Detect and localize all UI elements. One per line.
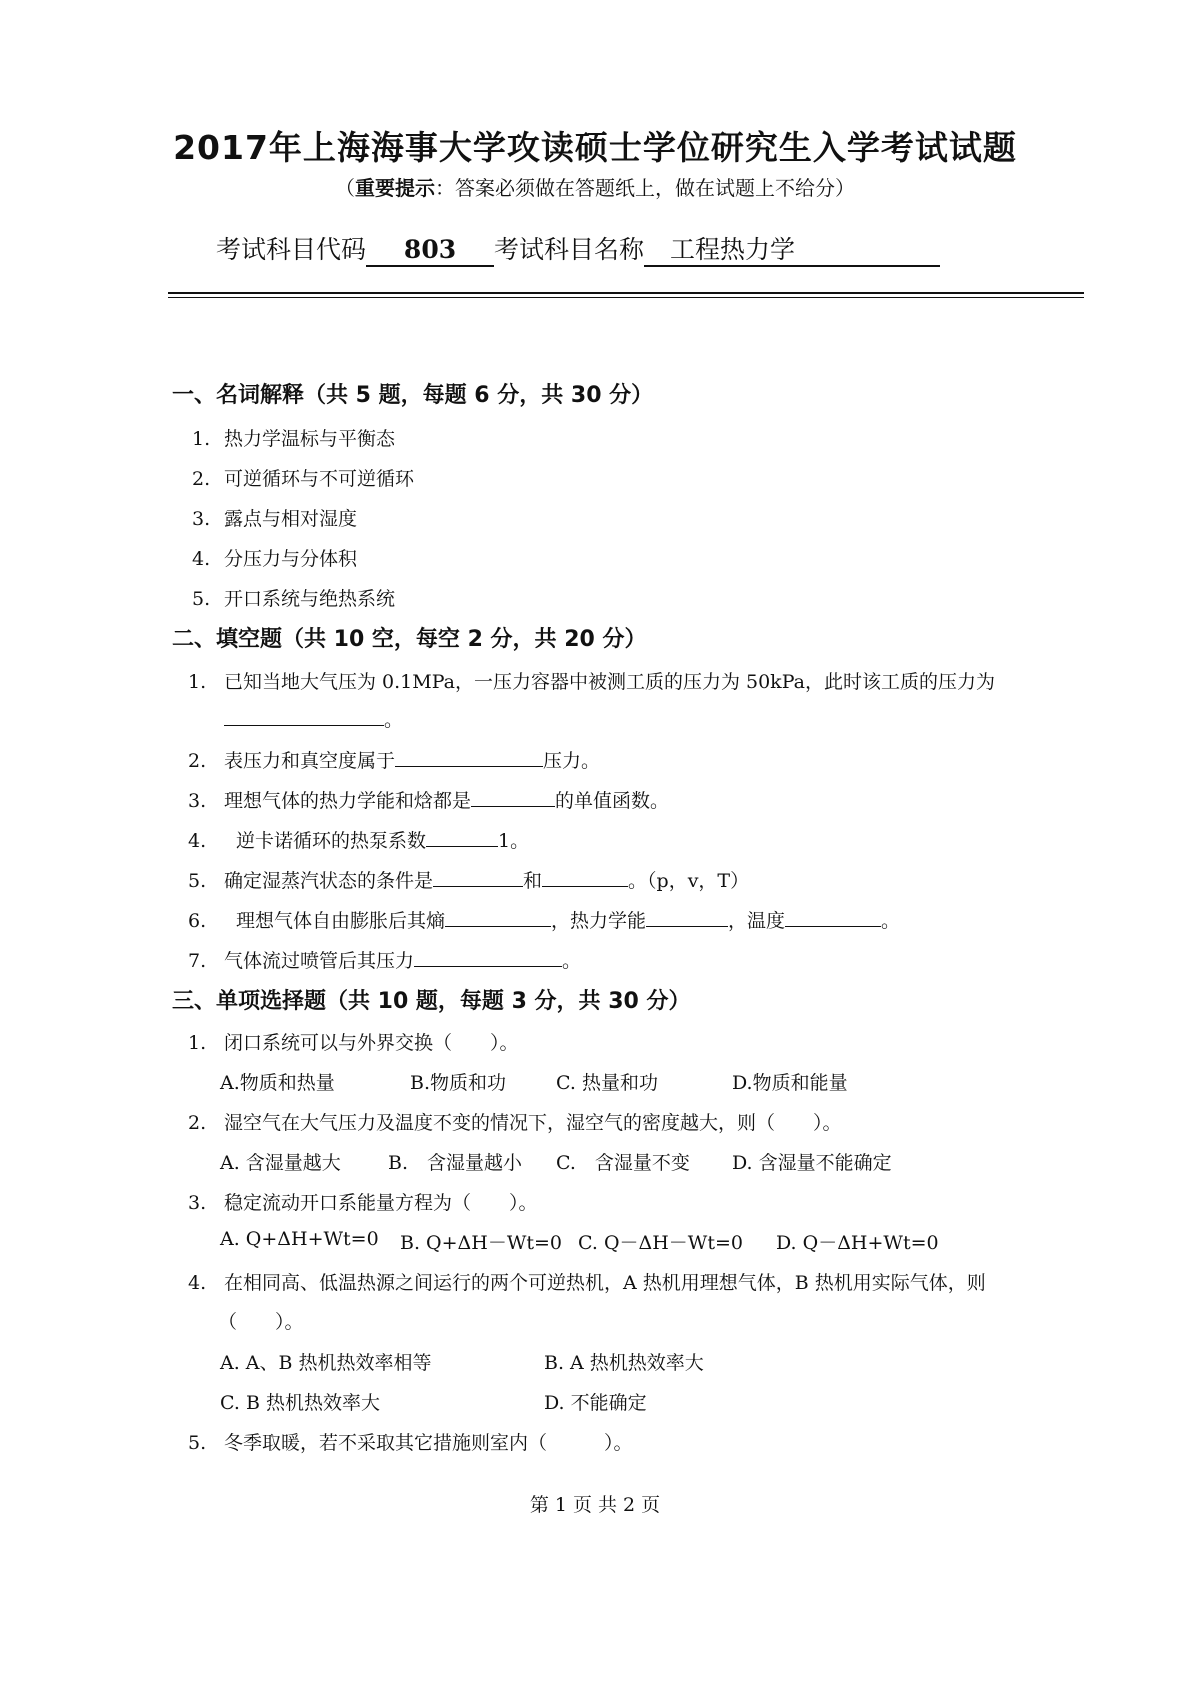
choice-option: A. A、B 热机热效率相等 [220, 1352, 432, 1374]
answer-blank [433, 868, 523, 887]
choice-option: B. A 热机热效率大 [544, 1352, 704, 1374]
section-1-heading: 一、名词解释（共 5 题，每题 6 分，共 30 分） [172, 383, 654, 408]
choice-question-4-cont: （ ）。 [218, 1311, 304, 1333]
header-rule-thick [168, 292, 1084, 294]
list-item: 1. 热力学温标与平衡态 [192, 428, 396, 450]
answer-blank [646, 908, 728, 927]
notice-label: 重要提示 [355, 176, 435, 200]
section-3-heading: 三、单项选择题（共 10 题，每题 3 分，共 30 分） [172, 989, 691, 1014]
fill-question-5: 5. 确定湿蒸汽状态的条件是 和 。（p，v，T） [188, 870, 750, 892]
choice-question-1: 1. 闭口系统可以与外界交换（ ）。 [188, 1032, 519, 1054]
important-notice [0, 172, 1190, 201]
answer-blank [445, 908, 551, 927]
fill-question-2: 2. 表压力和真空度属于 压力。 [188, 750, 601, 772]
answer-blank [426, 828, 498, 847]
list-item: 4. 分压力与分体积 [192, 548, 358, 570]
subject-name-label: 考试科目名称 [494, 235, 645, 264]
choice-option: B.物质和功 [410, 1072, 507, 1094]
choice-option: D. Q－ΔH+Wt=0 [776, 1232, 939, 1254]
choice-question-2: 2. 湿空气在大气压力及温度不变的情况下，湿空气的密度越大，则（ ）。 [188, 1112, 842, 1134]
notice-open: （ [335, 176, 355, 200]
choice-option: C. B 热机热效率大 [220, 1392, 380, 1414]
choice-question-4: 4. 在相同高、低温热源之间运行的两个可逆热机，A 热机用理想气体，B 热机用实际气体，则 [188, 1272, 986, 1294]
choice-option: A.物质和热量 [220, 1072, 335, 1094]
fill-question-4: 4. 逆卡诺循环的热泵系数 1。 [188, 830, 530, 852]
exam-title: 2017年上海海事大学攻读硕士学位研究生入学考试试题 [173, 128, 1017, 167]
choice-option: D. 不能确定 [544, 1392, 647, 1414]
answer-blank [224, 707, 384, 726]
answer-blank [414, 948, 562, 967]
subject-code-value: 803 [366, 236, 494, 267]
page-footer: 第 1 页 共 2 页 [529, 1494, 661, 1516]
header-rule-thin [168, 297, 1084, 298]
choice-question-5: 5. 冬季取暖，若不采取其它措施则室内（ ）。 [188, 1432, 633, 1454]
list-item: 3. 露点与相对湿度 [192, 508, 358, 530]
answer-blank [471, 788, 555, 807]
choice-option: C. 含湿量不变 [556, 1152, 690, 1174]
answer-blank [542, 868, 628, 887]
choice-option: C. Q－ΔH－Wt=0 [578, 1232, 743, 1254]
list-item: 2. 可逆循环与不可逆循环 [192, 468, 415, 490]
answer-blank [785, 908, 881, 927]
choice-option: B. Q+ΔH－Wt=0 [400, 1232, 563, 1254]
subject-code-label: 考试科目代码 [216, 235, 367, 264]
list-item: 5. 开口系统与绝热系统 [192, 588, 396, 610]
choice-question-3: 3. 稳定流动开口系能量方程为（ ）。 [188, 1192, 538, 1214]
choice-option: B. 含湿量越小 [388, 1152, 523, 1174]
fill-question-7: 7. 气体流过喷管后其压力 。 [188, 950, 582, 972]
choice-option: A. Q+ΔH+Wt=0 [220, 1228, 379, 1250]
fill-question-1: 1. 已知当地大气压为 0.1MPa，一压力容器中被测工质的压力为 50kPa，此时该工质的压力为 [188, 671, 995, 693]
fill-question-1-answer: 。 [224, 705, 403, 732]
choice-option: A. 含湿量越大 [220, 1152, 341, 1174]
answer-blank [395, 748, 543, 767]
choice-option: D. 含湿量不能确定 [732, 1152, 892, 1174]
choice-option: C. 热量和功 [556, 1072, 658, 1094]
notice-text: ：答案必须做在答题纸上，做在试题上不给分） [435, 176, 855, 200]
choice-option: D.物质和能量 [732, 1072, 848, 1094]
subject-line [216, 230, 940, 267]
subject-name-value: 工程热力学 [644, 236, 940, 267]
fill-question-6: 6. 理想气体自由膨胀后其熵 ，热力学能 ，温度 。 [188, 910, 901, 932]
fill-question-3: 3. 理想气体的热力学能和焓都是 的单值函数。 [188, 790, 670, 812]
section-2-heading: 二、填空题（共 10 空，每空 2 分，共 20 分） [172, 627, 647, 652]
